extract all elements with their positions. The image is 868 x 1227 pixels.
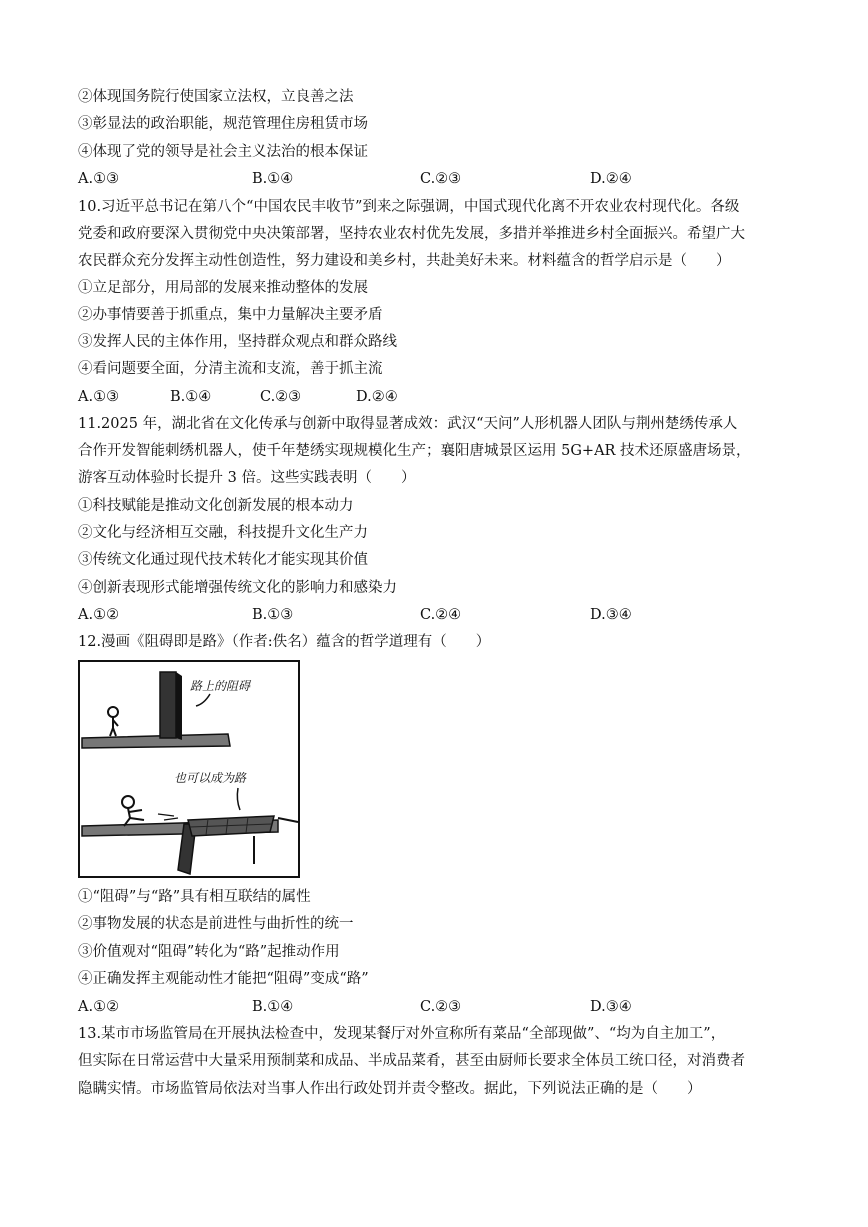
q12-option-d[interactable]: D.③④ [590, 999, 632, 1015]
q10-stem-line-1: 10.习近平总书记在第八个“中国农民丰收节”到来之际强调，中国式现代化离不开农业农村现代化。各级 [78, 199, 740, 215]
q11-stem-line-3: 游客互动体验时长提升 3 倍。这些实践表明（ ） [78, 470, 416, 486]
q12-option-c[interactable]: C.②③ [420, 999, 462, 1015]
q12-option-b[interactable]: B.①④ [252, 999, 294, 1015]
comic-label-obstacle: 路上的阻碍 [190, 679, 251, 693]
q12-item-1: ①“阻碍”与“路”具有相互联结的属性 [78, 889, 311, 905]
q12-stem: 12.漫画《阻碍即是路》（作者:佚名）蕴含的哲学道理有（ ） [78, 634, 491, 650]
q11-item-4: ④创新表现形式能增强传统文化的影响力和感染力 [78, 580, 397, 596]
q9-option-b[interactable]: B.①④ [252, 171, 294, 187]
comic-obstacle-is-road [78, 660, 300, 878]
q11-item-2: ②文化与经济相互交融，科技提升文化生产力 [78, 525, 368, 541]
q10-item-2: ②办事情要善于抓重点，集中力量解决主要矛盾 [78, 307, 383, 323]
q11-item-3: ③传统文化通过现代技术转化才能实现其价值 [78, 552, 368, 568]
q10-option-b[interactable]: B.①④ [170, 389, 212, 405]
q10-stem-line-2: 党委和政府要深入贯彻党中央决策部署，坚持农业农村优先发展，多措并举推进乡村全面振兴。希望广大 [78, 226, 745, 242]
q10-item-3: ③发挥人民的主体作用，坚持群众观点和群众路线 [78, 334, 397, 350]
q11-option-d[interactable]: D.③④ [590, 607, 632, 623]
q11-item-1: ①科技赋能是推动文化创新发展的根本动力 [78, 498, 354, 514]
q10-stem-line-3: 农民群众充分发挥主动性创造性，努力建设和美乡村，共赴美好未来。材料蕴含的哲学启示是（ ） [78, 253, 731, 269]
q13-stem-line-3: 隐瞒实情。市场监管局依法对当事人作出行政处罚并责令整改。据此，下列说法正确的是（ ） [78, 1081, 702, 1097]
q9-item-2: ②体现国务院行使国家立法权，立良善之法 [78, 89, 354, 105]
comic-label-road: 也可以成为路 [174, 771, 247, 785]
q12-item-4: ④正确发挥主观能动性才能把“阻碍”变成“路” [78, 971, 369, 987]
q11-stem-line-2: 合作开发智能刺绣机器人，使千年楚绣实现规模化生产；襄阳唐城景区运用 5G+AR 技术还原盛唐场景， [78, 443, 751, 459]
q12-option-a[interactable]: A.①② [78, 999, 120, 1015]
q11-option-a[interactable]: A.①② [78, 607, 120, 623]
q11-option-b[interactable]: B.①③ [252, 607, 294, 623]
q10-item-4: ④看问题要全面，分清主流和支流，善于抓主流 [78, 361, 383, 377]
q9-option-d[interactable]: D.②④ [590, 171, 632, 187]
q10-option-a[interactable]: A.①③ [78, 389, 120, 405]
q10-option-d[interactable]: D.②④ [356, 389, 398, 405]
q9-option-a[interactable]: A.①③ [78, 171, 120, 187]
q11-option-c[interactable]: C.②④ [420, 607, 462, 623]
q12-item-3: ③价值观对“阻碍”转化为“路”起推动作用 [78, 944, 340, 960]
obstacle-wall-side [176, 672, 182, 740]
q9-item-4: ④体现了党的领导是社会主义法治的根本保证 [78, 144, 368, 160]
q10-option-c[interactable]: C.②③ [260, 389, 302, 405]
q13-stem-line-1: 13.某市市场监管局在开展执法检查中，发现某餐厅对外宣称所有菜品“全部现做”、“均为自主加工”， [78, 1026, 726, 1042]
q12-item-2: ②事物发展的状态是前进性与曲折性的统一 [78, 916, 354, 932]
q11-stem-line-1: 11.2025 年，湖北省在文化传承与创新中取得显著成效：武汉“天问”人形机器人团队与荆州楚绣传承人 [78, 416, 738, 432]
obstacle-wall [160, 672, 176, 738]
q13-stem-line-2: 但实际在日常运营中大量采用预制菜和成品、半成品菜肴，甚至由厨师长要求全体员工统口径，对消费者 [78, 1053, 745, 1069]
q10-item-1: ①立足部分，用局部的发展来推动整体的发展 [78, 280, 368, 296]
q9-option-c[interactable]: C.②③ [420, 171, 462, 187]
q9-item-3: ③彰显法的政治职能，规范管理住房租赁市场 [78, 116, 368, 132]
